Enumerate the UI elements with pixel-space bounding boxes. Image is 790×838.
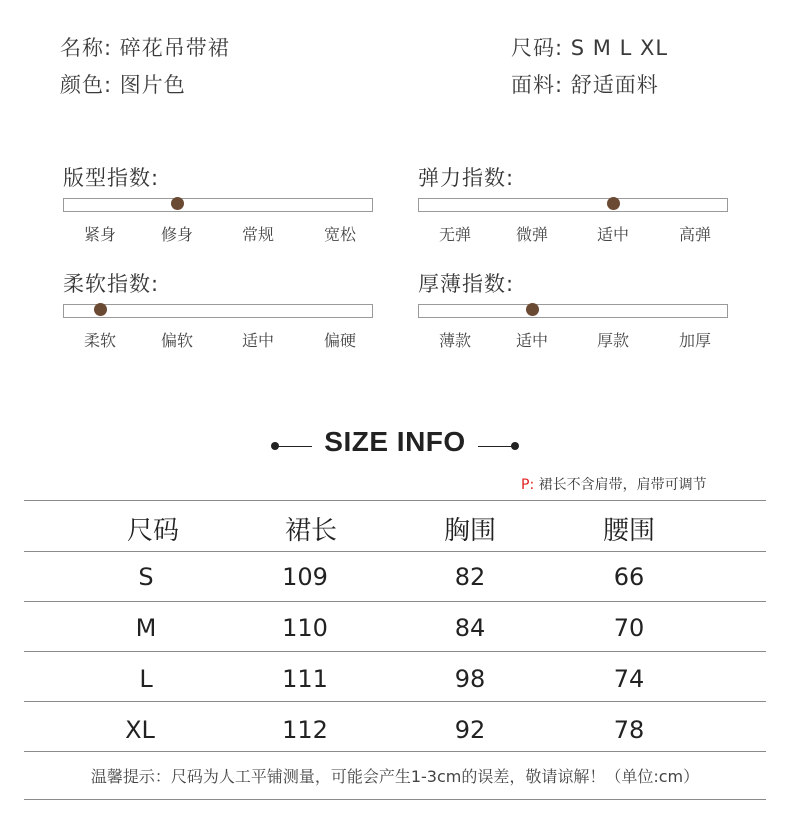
table-divider [24, 751, 766, 752]
metric-level-label: 微弹 [515, 225, 549, 244]
metric-level-label: 适中 [515, 331, 549, 350]
product-name-label: 名称: [60, 36, 113, 60]
metric-level-label: 宽松 [323, 225, 357, 244]
table-cell: 70 [613, 614, 645, 642]
product-color-row [60, 69, 186, 99]
title-decoration-line-right [478, 446, 512, 447]
metric-level-label: 偏软 [160, 331, 194, 350]
product-color-label: 颜色: [60, 73, 113, 97]
product-fabric-row [511, 69, 659, 99]
size-info-title-text: SIZE INFO [324, 426, 466, 457]
metric-level-label: 常规 [241, 225, 275, 244]
table-header-length: 裙长 [284, 516, 338, 546]
product-size-row [511, 32, 668, 62]
product-size-value: S M L XL [570, 36, 669, 60]
table-header-size: 尺码 [126, 516, 180, 546]
metric-title: 弹力指数: [418, 166, 515, 190]
table-cell: M [135, 614, 157, 642]
metric-level-label: 加厚 [678, 331, 712, 350]
product-name-value: 碎花吊带裙 [119, 36, 230, 60]
metric-track [63, 198, 373, 212]
table-divider [24, 799, 766, 800]
metric-track [418, 198, 728, 212]
metric-level-label: 适中 [596, 225, 630, 244]
table-cell: 84 [454, 614, 486, 642]
table-cell: 111 [282, 665, 328, 693]
product-fabric-value: 舒适面料 [570, 73, 659, 97]
table-cell: S [138, 563, 154, 591]
size-note [521, 474, 707, 494]
metric-level-label: 修身 [160, 225, 194, 244]
table-divider [24, 500, 766, 501]
table-divider [24, 651, 766, 652]
size-info-title [0, 426, 790, 458]
metric-track [418, 304, 728, 318]
product-size-label: 尺码: [511, 36, 564, 60]
metric-level-label: 偏硬 [323, 331, 357, 350]
size-note-text: 裙长不含肩带，肩带可调节 [538, 477, 707, 493]
metric-level-label: 厚款 [596, 331, 630, 350]
metric-level-label: 无弹 [438, 225, 472, 244]
table-cell: 74 [613, 665, 645, 693]
metric-level-label: 紧身 [83, 225, 117, 244]
table-cell: 112 [282, 716, 328, 744]
size-note-prefix: P: [521, 477, 535, 493]
product-color-value: 图片色 [119, 73, 186, 97]
metric-indicator-dot [526, 303, 539, 316]
metric-track [63, 304, 373, 318]
metric-level-label: 柔软 [83, 331, 117, 350]
table-cell: 92 [454, 716, 486, 744]
metric-title: 版型指数: [63, 166, 160, 190]
table-cell: 78 [613, 716, 645, 744]
table-header-waist: 腰围 [602, 516, 656, 546]
table-cell: 82 [454, 563, 486, 591]
measurement-tip: 温馨提示：尺码为人工平铺测量，可能会产生1-3cm的误差，敬请谅解！（单位:cm） [90, 767, 700, 786]
table-cell: 109 [282, 563, 328, 591]
table-divider [24, 601, 766, 602]
title-decoration-dot-right [511, 442, 519, 450]
table-cell: 98 [454, 665, 486, 693]
metric-indicator-dot [607, 197, 620, 210]
table-cell: L [139, 665, 153, 693]
table-header-bust: 胸围 [443, 516, 497, 546]
product-fabric-label: 面料: [511, 73, 564, 97]
metric-title: 柔软指数: [63, 272, 160, 296]
metric-title: 厚薄指数: [418, 272, 515, 296]
metric-indicator-dot [171, 197, 184, 210]
table-cell: 110 [282, 614, 328, 642]
table-divider [24, 551, 766, 552]
metric-level-label: 高弹 [678, 225, 712, 244]
table-cell: 66 [613, 563, 645, 591]
product-name-row [60, 32, 230, 62]
metric-level-label: 薄款 [438, 331, 472, 350]
metric-level-label: 适中 [241, 331, 275, 350]
table-cell: XL [125, 716, 155, 744]
table-divider [24, 701, 766, 702]
metric-indicator-dot [94, 303, 107, 316]
